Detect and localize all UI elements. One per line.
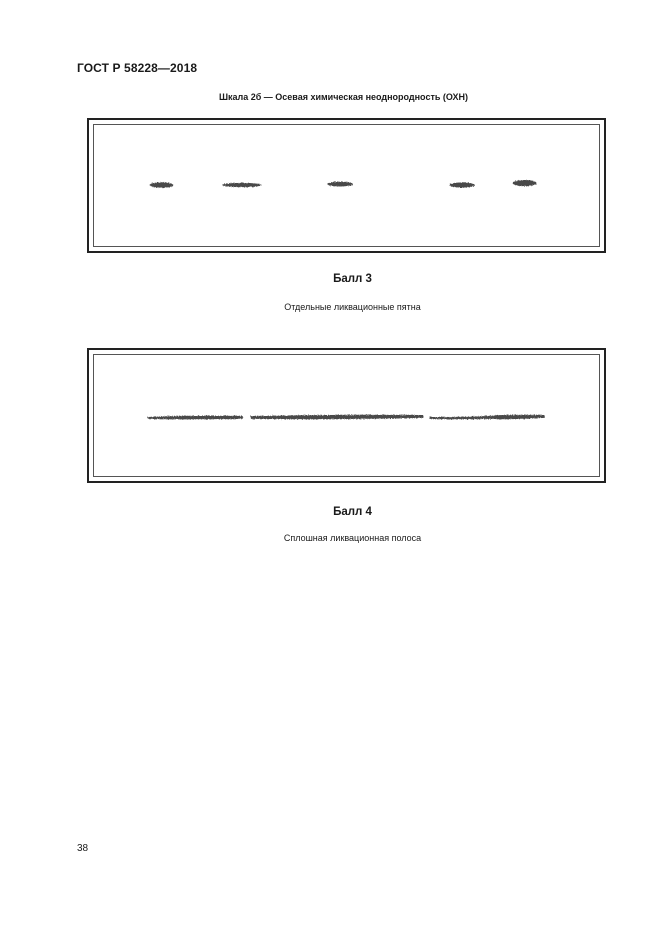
segregation-spot <box>513 180 537 186</box>
segregation-spot <box>327 182 353 187</box>
segregation-spots-image <box>89 120 604 251</box>
segregation-band-segment <box>429 415 544 420</box>
document-code: ГОСТ Р 58228—2018 <box>77 61 198 75</box>
score-label-3: Балл 3 <box>333 273 372 285</box>
caption-score-4: Сплошная ликвационная полоса <box>283 533 422 543</box>
segregation-band-segment <box>251 415 424 420</box>
segregation-spot <box>150 182 174 187</box>
score-label-4: Балл 4 <box>333 506 372 518</box>
segregation-spot <box>222 183 262 187</box>
segregation-band-image <box>89 350 604 481</box>
segregation-band-segment <box>148 416 243 420</box>
segregation-spot <box>449 182 475 187</box>
specimen-image-score-4 <box>87 348 606 483</box>
page-number: 38 <box>77 843 89 854</box>
scale-title: Шкала 2б — Осевая химическая неоднородность (ОХН) <box>218 92 469 102</box>
caption-score-3: Отдельные ликвационные пятна <box>284 302 421 312</box>
specimen-image-score-3 <box>87 118 606 253</box>
